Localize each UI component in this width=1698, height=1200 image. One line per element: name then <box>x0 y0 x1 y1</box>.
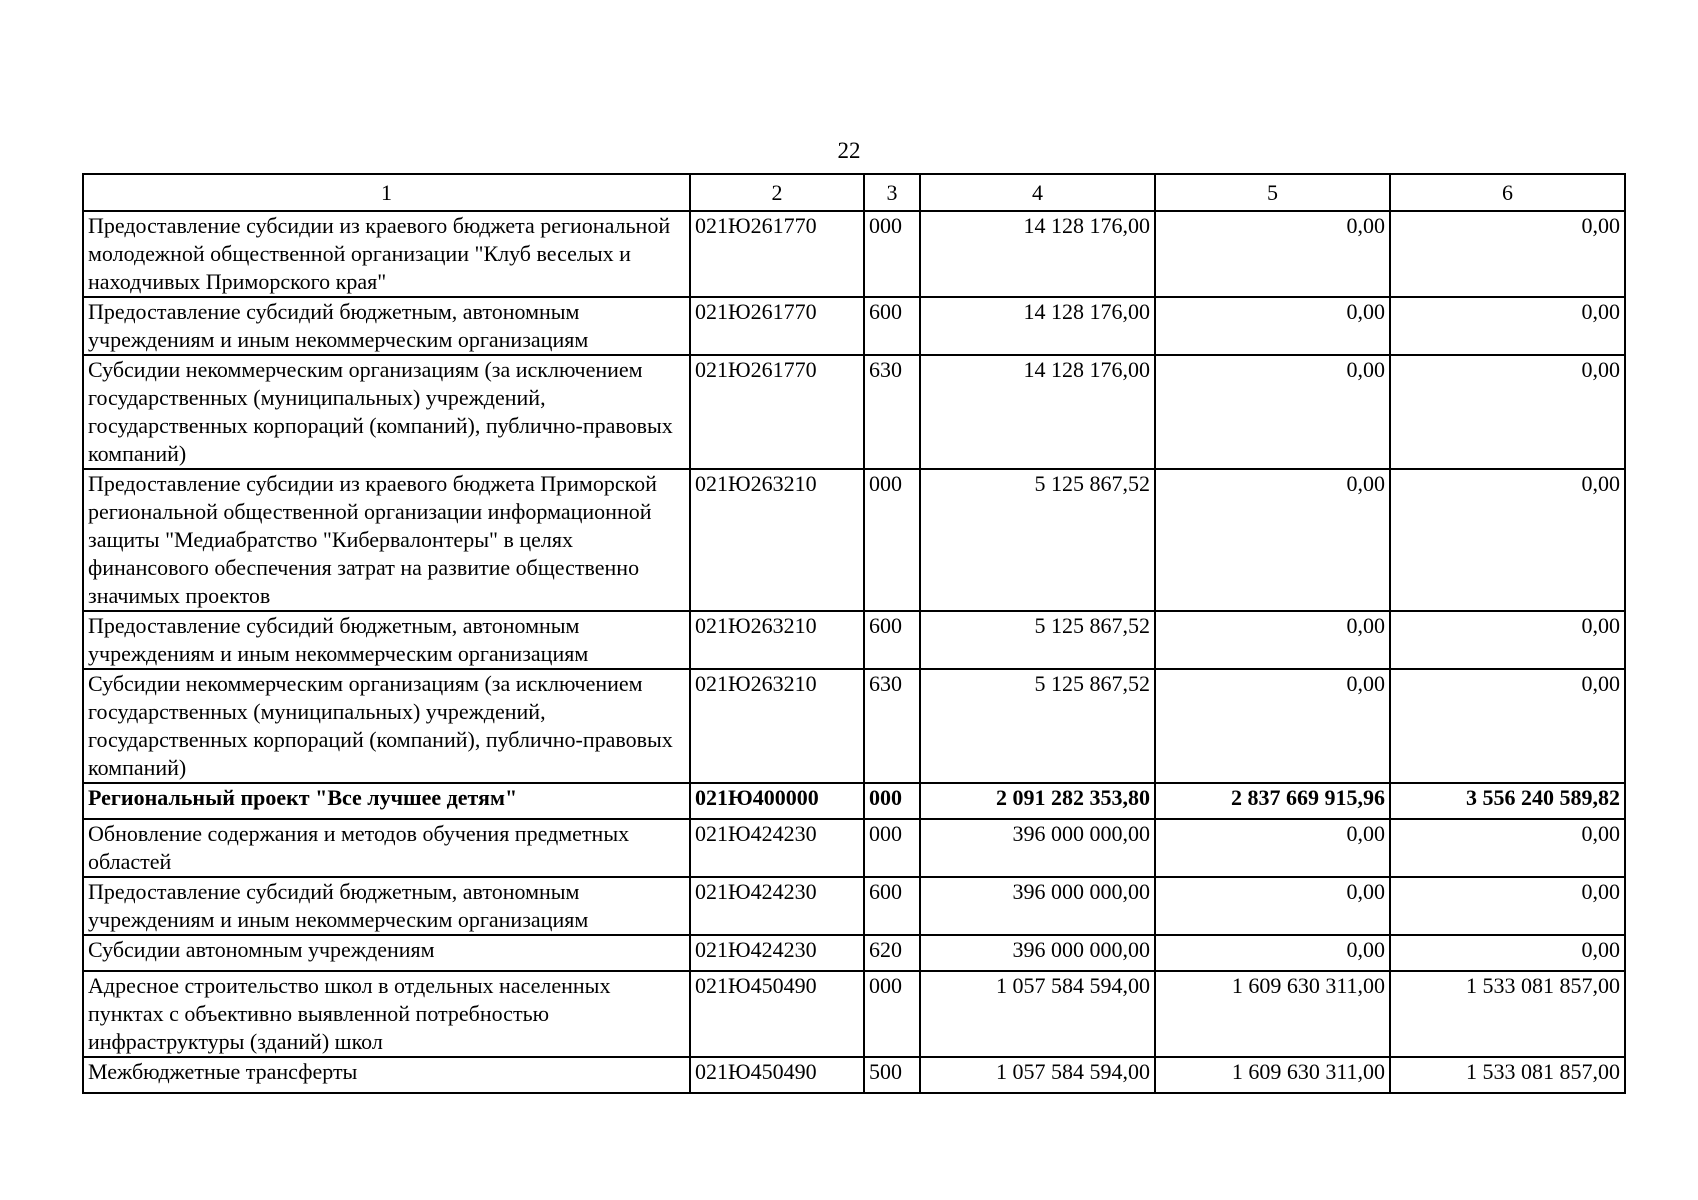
row-amount-6: 0,00 <box>1390 355 1625 469</box>
row-kind: 620 <box>864 935 920 971</box>
row-amount-6: 0,00 <box>1390 469 1625 611</box>
budget-table <box>82 173 1626 1094</box>
row-amount-6: 0,00 <box>1390 935 1625 971</box>
page-number: 22 <box>837 138 861 163</box>
table-row <box>83 611 1625 669</box>
table-row <box>83 971 1625 1057</box>
row-code: 021Ю263210 <box>690 669 864 783</box>
row-name: Субсидии некоммерческим организациям (за исключением государственных (муниципальных) учреждений, государственных корпораций (компаний), публично-правовых компаний) <box>83 669 690 783</box>
row-kind: 000 <box>864 971 920 1057</box>
row-code: 021Ю424230 <box>690 877 864 935</box>
row-name: Обновление содержания и методов обучения предметных областей <box>83 819 690 877</box>
row-kind: 000 <box>864 469 920 611</box>
column-header-2: 2 <box>690 174 864 211</box>
row-code: 021Ю424230 <box>690 819 864 877</box>
row-name: Межбюджетные трансферты <box>83 1057 690 1093</box>
row-name: Предоставление субсидий бюджетным, автономным учреждениям и иным некоммерческим организациям <box>83 611 690 669</box>
row-code: 021Ю400000 <box>690 783 864 819</box>
row-amount-4: 5 125 867,52 <box>920 611 1155 669</box>
column-header-1: 1 <box>83 174 690 211</box>
row-code: 021Ю261770 <box>690 297 864 355</box>
row-amount-6: 0,00 <box>1390 877 1625 935</box>
table-row <box>83 355 1625 469</box>
row-amount-4: 396 000 000,00 <box>920 935 1155 971</box>
row-code: 021Ю261770 <box>690 355 864 469</box>
row-kind: 630 <box>864 355 920 469</box>
table-row <box>83 297 1625 355</box>
column-header-4: 4 <box>920 174 1155 211</box>
row-amount-6: 3 556 240 589,82 <box>1390 783 1625 819</box>
row-amount-5: 0,00 <box>1155 877 1390 935</box>
row-kind: 500 <box>864 1057 920 1093</box>
row-amount-5: 0,00 <box>1155 611 1390 669</box>
row-amount-6: 0,00 <box>1390 669 1625 783</box>
table-row <box>83 469 1625 611</box>
row-amount-5: 0,00 <box>1155 469 1390 611</box>
row-amount-6: 1 533 081 857,00 <box>1390 971 1625 1057</box>
row-amount-6: 0,00 <box>1390 819 1625 877</box>
table-row <box>83 819 1625 877</box>
column-header-5: 5 <box>1155 174 1390 211</box>
row-name: Предоставление субсидий бюджетным, автономным учреждениям и иным некоммерческим организациям <box>83 877 690 935</box>
column-header-6: 6 <box>1390 174 1625 211</box>
row-amount-5: 0,00 <box>1155 355 1390 469</box>
row-name: Предоставление субсидии из краевого бюджета Приморской региональной общественной организации информационной защиты "Медиабратство "Кибервалонтеры" в целях финансового обеспечения затрат на развитие общественно значимых проектов <box>83 469 690 611</box>
row-amount-4: 2 091 282 353,80 <box>920 783 1155 819</box>
row-amount-4: 5 125 867,52 <box>920 669 1155 783</box>
row-amount-4: 1 057 584 594,00 <box>920 1057 1155 1093</box>
row-kind: 600 <box>864 297 920 355</box>
row-amount-4: 14 128 176,00 <box>920 297 1155 355</box>
row-kind: 000 <box>864 783 920 819</box>
row-amount-6: 0,00 <box>1390 297 1625 355</box>
row-code: 021Ю263210 <box>690 611 864 669</box>
row-name: Субсидии некоммерческим организациям (за исключением государственных (муниципальных) учреждений, государственных корпораций (компаний), публично-правовых компаний) <box>83 355 690 469</box>
row-kind: 000 <box>864 211 920 297</box>
column-header-3: 3 <box>864 174 920 211</box>
row-code: 021Ю450490 <box>690 1057 864 1093</box>
table-row <box>83 935 1625 971</box>
table-row <box>83 211 1625 297</box>
row-code: 021Ю263210 <box>690 469 864 611</box>
row-amount-4: 396 000 000,00 <box>920 819 1155 877</box>
row-code: 021Ю424230 <box>690 935 864 971</box>
row-amount-5: 0,00 <box>1155 935 1390 971</box>
row-kind: 600 <box>864 877 920 935</box>
row-name: Субсидии автономным учреждениям <box>83 935 690 971</box>
table-row <box>83 669 1625 783</box>
row-name: Предоставление субсидий бюджетным, автономным учреждениям и иным некоммерческим организациям <box>83 297 690 355</box>
row-amount-6: 0,00 <box>1390 211 1625 297</box>
row-code: 021Ю450490 <box>690 971 864 1057</box>
row-amount-5: 0,00 <box>1155 819 1390 877</box>
row-name: Региональный проект "Все лучшее детям" <box>83 783 690 819</box>
row-name: Адресное строительство школ в отдельных населенных пунктах с объективно выявленной потребностью инфраструктуры (зданий) школ <box>83 971 690 1057</box>
table-row <box>83 1057 1625 1093</box>
row-kind: 630 <box>864 669 920 783</box>
table-row <box>83 877 1625 935</box>
row-amount-5: 0,00 <box>1155 669 1390 783</box>
row-amount-4: 14 128 176,00 <box>920 211 1155 297</box>
column-number-row <box>83 174 1625 211</box>
row-name: Предоставление субсидии из краевого бюджета региональной молодежной общественной организации "Клуб веселых и находчивых Приморского края" <box>83 211 690 297</box>
row-amount-5: 0,00 <box>1155 297 1390 355</box>
row-amount-5: 1 609 630 311,00 <box>1155 1057 1390 1093</box>
row-kind: 000 <box>864 819 920 877</box>
row-amount-5: 0,00 <box>1155 211 1390 297</box>
row-kind: 600 <box>864 611 920 669</box>
row-amount-5: 2 837 669 915,96 <box>1155 783 1390 819</box>
row-amount-5: 1 609 630 311,00 <box>1155 971 1390 1057</box>
row-amount-6: 1 533 081 857,00 <box>1390 1057 1625 1093</box>
row-amount-4: 396 000 000,00 <box>920 877 1155 935</box>
row-amount-4: 5 125 867,52 <box>920 469 1155 611</box>
row-amount-6: 0,00 <box>1390 611 1625 669</box>
row-amount-4: 14 128 176,00 <box>920 355 1155 469</box>
row-code: 021Ю261770 <box>690 211 864 297</box>
row-amount-4: 1 057 584 594,00 <box>920 971 1155 1057</box>
table-row <box>83 783 1625 819</box>
